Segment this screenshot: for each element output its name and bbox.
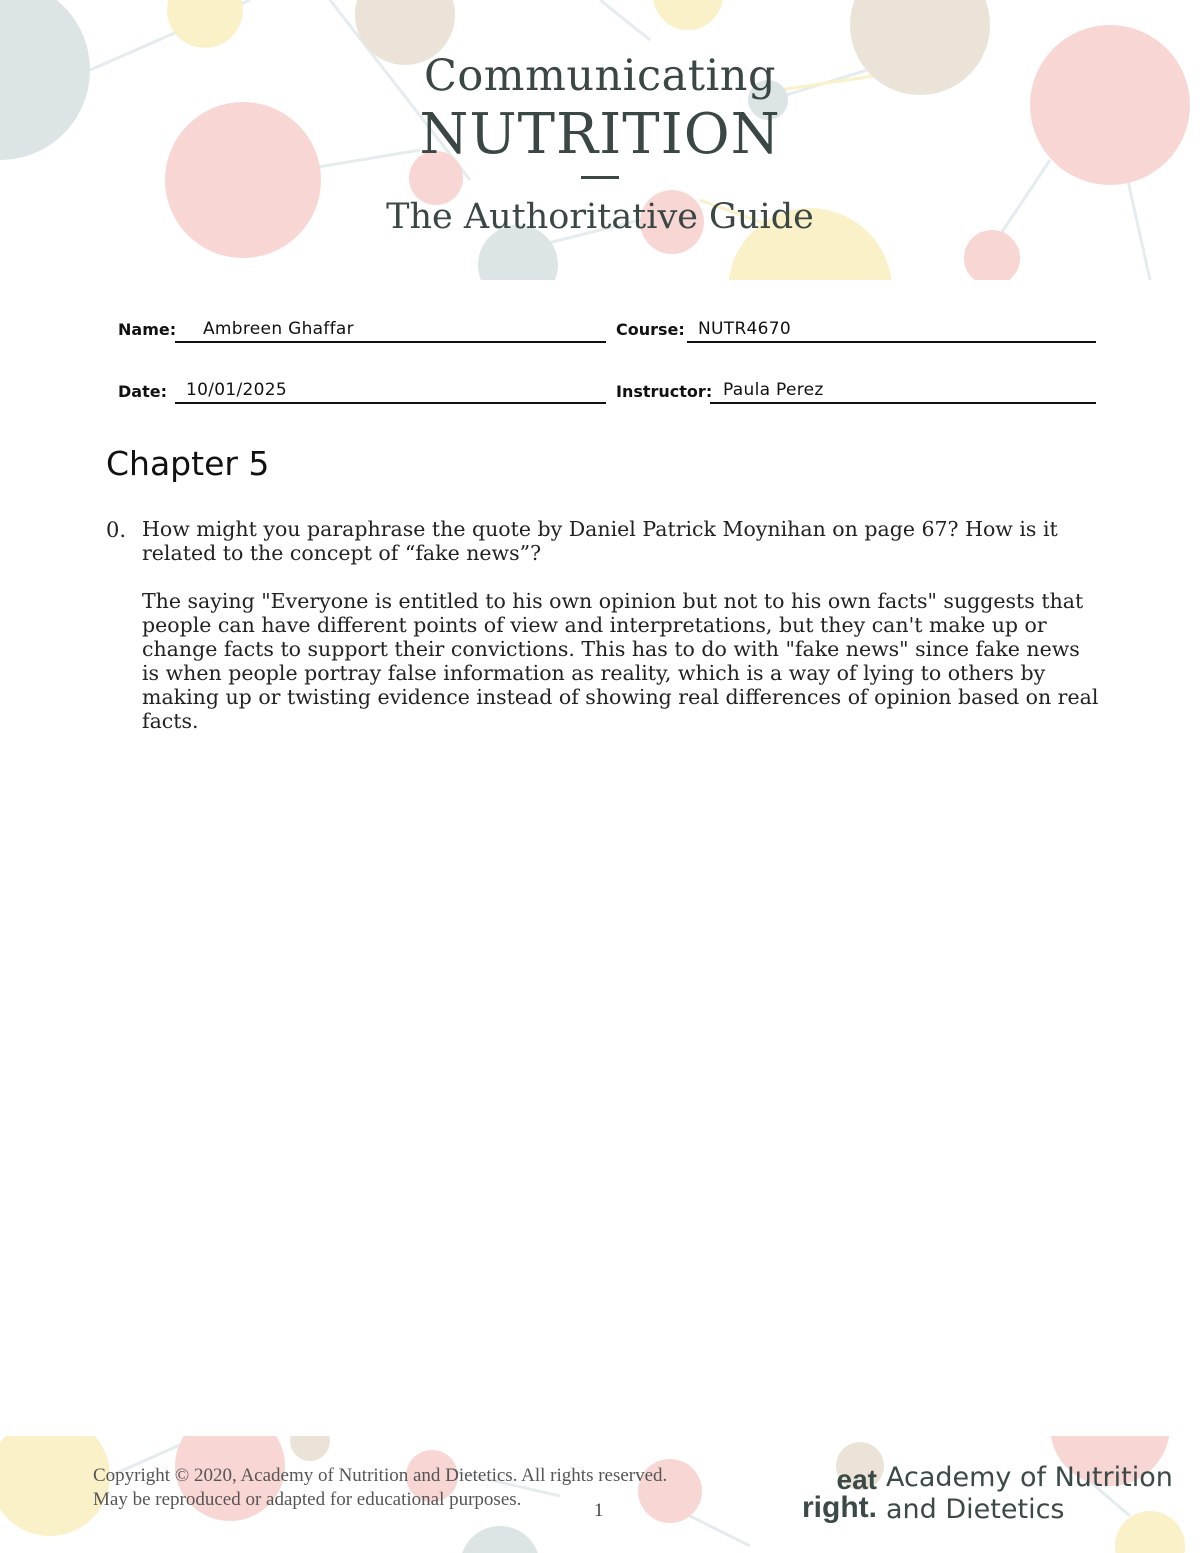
instructor-underline — [710, 402, 1096, 404]
page-number: 1 — [594, 1500, 604, 1521]
academy-line-1: Academy of Nutrition — [886, 1462, 1173, 1493]
course-label: Course: — [616, 320, 685, 339]
date-label: Date: — [118, 382, 167, 401]
title-divider — [581, 176, 619, 179]
logo-right-text: right. — [802, 1491, 877, 1524]
title-nutrition: NUTRITION — [419, 102, 781, 167]
name-value[interactable]: Ambreen Ghaffar — [203, 319, 354, 339]
book-title — [0, 48, 1200, 237]
chapter-heading: Chapter 5 — [106, 444, 270, 483]
instructor-value[interactable]: Paula Perez — [723, 380, 824, 400]
instructor-label: Instructor: — [616, 382, 713, 401]
course-value[interactable]: NUTR4670 — [698, 319, 792, 339]
course-underline — [687, 341, 1096, 343]
eatright-logo — [795, 1466, 877, 1522]
academy-line-2: and Dietetics — [886, 1494, 1065, 1525]
title-subtitle: The Authoritative Guide — [386, 197, 814, 237]
copyright-line-2: May be reproduced or adapted for educational purposes. — [93, 1489, 522, 1510]
logo-eat-text: eat — [836, 1464, 877, 1495]
date-underline — [175, 402, 606, 404]
copyright-notice — [93, 1464, 667, 1512]
copyright-line-1: Copyright © 2020, Academy of Nutrition and Dietetics. All rights reserved. — [93, 1465, 668, 1486]
title-communicating: Communicating — [424, 51, 776, 101]
name-underline — [175, 341, 606, 343]
question-prompt: How might you paraphrase the quote by Daniel Patrick Moynihan on page 67? How is it related to the concept of “fake news”? — [142, 517, 1058, 565]
question-number: 0. — [106, 518, 127, 542]
answer-text[interactable]: The saying "Everyone is entitled to his own opinion but not to his own facts" suggests that people can have different points of view and interpretations, but they can't make up or change facts to support their convictions. This has to do with "fake news" since fake news is when people portray false information as reality, which is a way of lying to others by making up or twisting evidence instead of showing real differences of opinion based on real facts. — [142, 589, 1099, 733]
date-value[interactable]: 10/01/2025 — [186, 380, 287, 400]
name-label: Name: — [118, 320, 177, 339]
academy-logo-text — [886, 1462, 1173, 1526]
